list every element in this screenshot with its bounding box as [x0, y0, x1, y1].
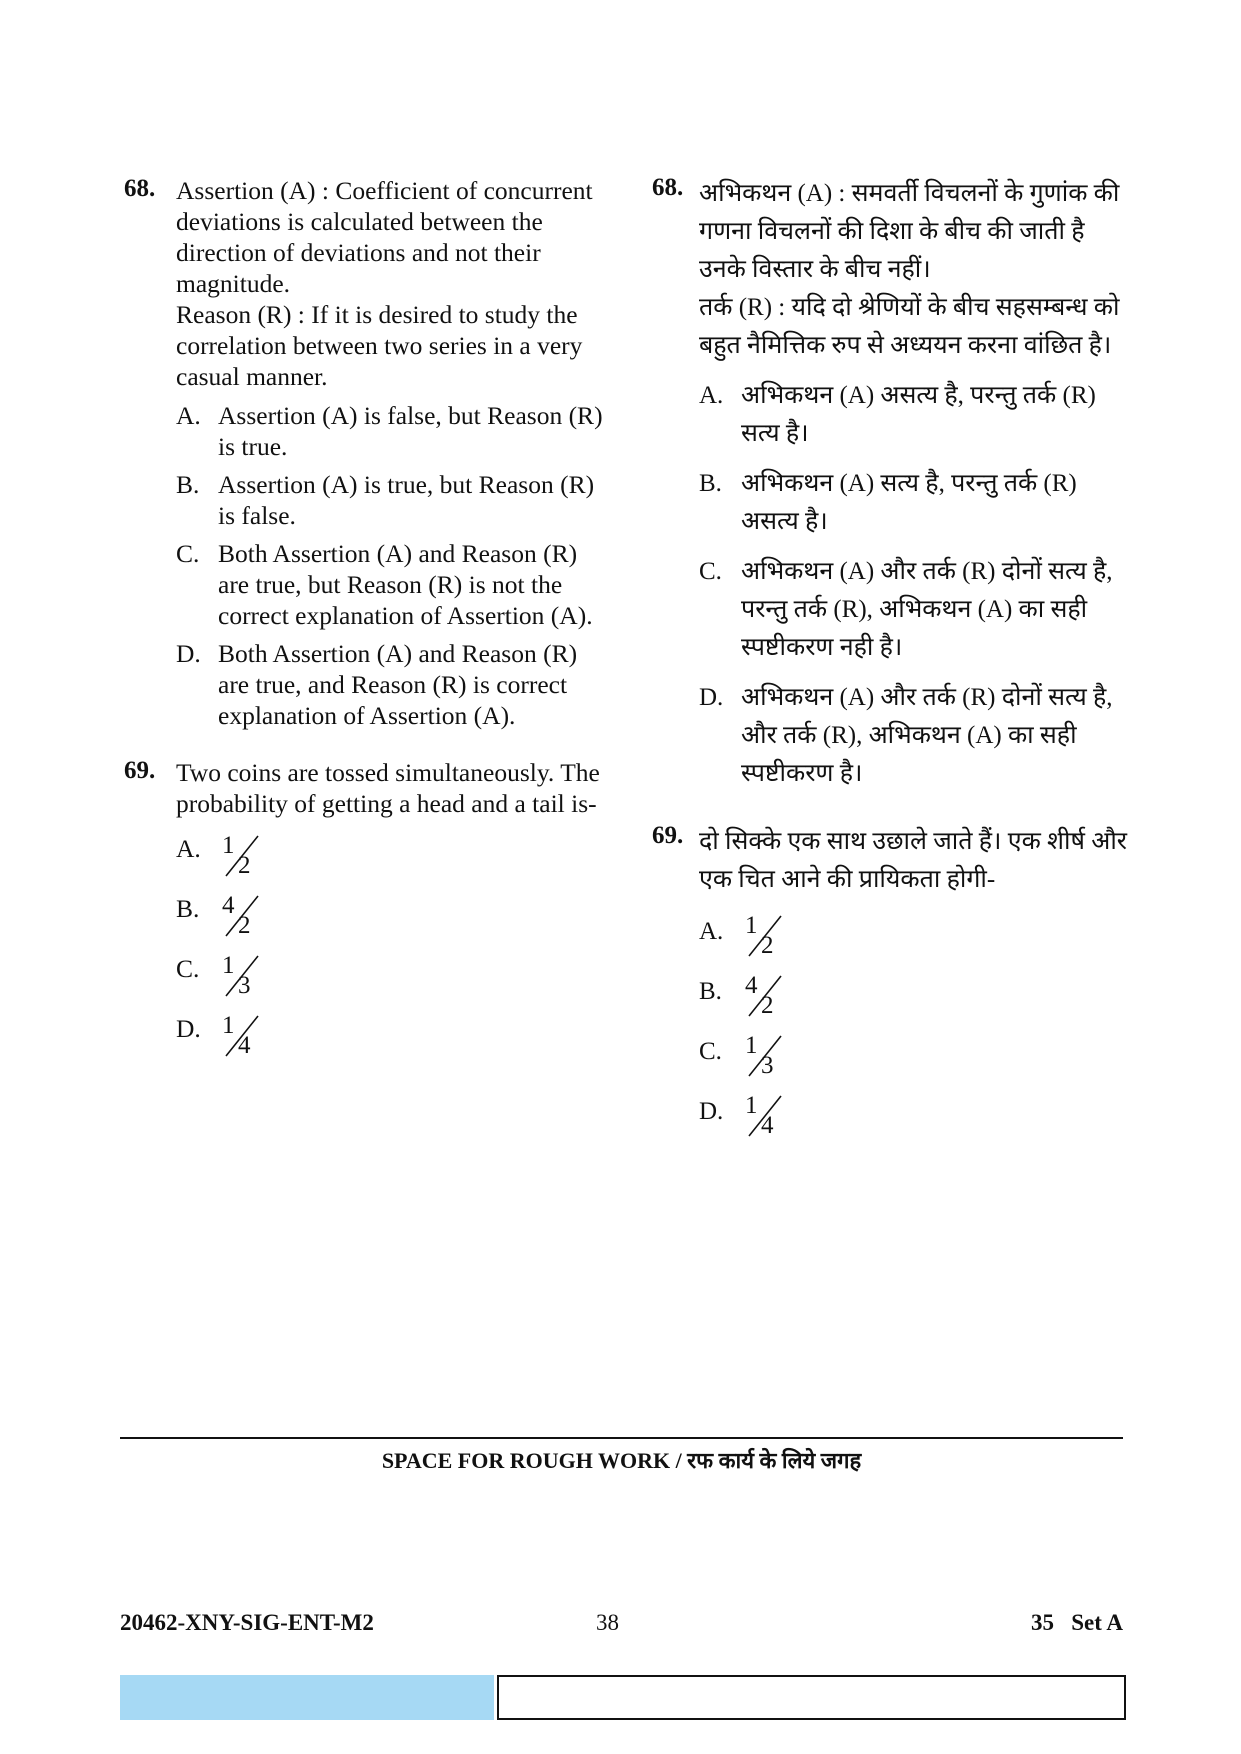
rough-work-divider	[120, 1437, 1123, 1439]
denominator: 4	[238, 1032, 251, 1059]
footer-outline-box	[497, 1675, 1126, 1720]
rough-work-label: SPACE FOR ROUGH WORK / रफ कार्य के लिये जगह	[381, 1448, 862, 1473]
option-letter: A.	[699, 382, 724, 409]
options-list	[176, 833, 614, 1073]
option-letter: C.	[699, 558, 722, 585]
options-list	[699, 377, 1132, 793]
option-b	[699, 973, 1132, 1033]
option-letter: C.	[699, 1038, 722, 1065]
option-a	[699, 913, 1132, 973]
option-c	[176, 953, 614, 1013]
option-d	[699, 1093, 1132, 1153]
option-letter: C.	[176, 954, 200, 983]
option-letter: C.	[176, 539, 200, 568]
option-text: Both Assertion (A) and Reason (R) are true, but Reason (R) is not the correct explanation of Assertion (A).	[218, 539, 593, 630]
option-text: Both Assertion (A) and Reason (R) are true, and Reason (R) is correct explanation of Assertion (A).	[218, 639, 578, 730]
numerator: 4	[745, 972, 758, 999]
fraction	[220, 831, 260, 879]
option-a	[176, 400, 614, 462]
numerator: 1	[745, 912, 758, 939]
question-68-en	[124, 175, 614, 731]
option-a	[176, 833, 614, 893]
denominator: 2	[238, 852, 251, 879]
fraction	[743, 971, 783, 1019]
footer-blue-bar	[120, 1675, 494, 1720]
denominator: 2	[761, 932, 774, 959]
denominator: 2	[761, 992, 774, 1019]
question-text: दो सिक्के एक साथ उछाले जाते हैं। एक शीर्ष और एक चित आने की प्रायिकता होगी-	[699, 828, 1128, 893]
english-column	[124, 175, 614, 1073]
option-d	[176, 1013, 614, 1073]
question-69-en	[124, 757, 614, 1073]
option-letter: A.	[176, 834, 201, 863]
assertion-text: Assertion (A) : Coefficient of concurrent deviations is calculated between the direction of deviations and not their magnitude.	[176, 176, 593, 298]
page-number: 38	[596, 1610, 619, 1635]
fraction	[743, 911, 783, 959]
option-letter: A.	[699, 918, 724, 945]
option-letter: B.	[699, 470, 722, 497]
question-68-hi	[652, 175, 1132, 793]
hindi-column	[652, 175, 1132, 1153]
option-c	[699, 1033, 1132, 1093]
option-b	[176, 469, 614, 531]
fraction	[220, 891, 260, 939]
option-c	[176, 538, 614, 631]
option-d	[176, 638, 614, 731]
fraction	[220, 951, 260, 999]
fraction	[743, 1091, 783, 1139]
option-letter: D.	[176, 639, 201, 668]
option-letter: D.	[176, 1014, 201, 1043]
numerator: 1	[222, 952, 235, 979]
question-text: Two coins are tossed simultaneously. The probability of getting a head and a tail is-	[176, 758, 600, 818]
set-label: 35 Set A	[1031, 1610, 1123, 1635]
option-b	[699, 465, 1132, 541]
option-text: Assertion (A) is true, but Reason (R) is false.	[218, 470, 595, 530]
option-c	[699, 553, 1132, 667]
assertion-text: अभिकथन (A) : समवर्ती विचलनों के गुणांक की गणना विचलनों की दिशा के बीच की जाती है उनके विस्तार के बीच नहीं।	[699, 180, 1120, 283]
option-text: Assertion (A) is false, but Reason (R) is true.	[218, 401, 603, 461]
option-letter: B.	[176, 894, 200, 923]
fraction	[743, 1031, 783, 1079]
option-letter: A.	[176, 401, 201, 430]
option-text: अभिकथन (A) और तर्क (R) दोनों सत्य है, परन्तु तर्क (R), अभिकथन (A) का सही स्पष्टीकरण नही है।	[741, 558, 1113, 661]
option-text: अभिकथन (A) असत्य है, परन्तु तर्क (R) सत्य है।	[741, 382, 1096, 447]
question-number: 69.	[652, 822, 684, 849]
denominator: 3	[761, 1052, 774, 1079]
denominator: 2	[238, 912, 251, 939]
denominator: 3	[238, 972, 251, 999]
numerator: 1	[745, 1092, 758, 1119]
question-number: 68.	[124, 175, 156, 202]
option-text: अभिकथन (A) और तर्क (R) दोनों सत्य है, और तर्क (R), अभिकथन (A) का सही स्पष्टीकरण है।	[741, 684, 1113, 787]
option-b	[176, 893, 614, 953]
question-number: 68.	[652, 174, 684, 201]
options-list	[699, 913, 1132, 1153]
question-number: 69.	[124, 757, 156, 784]
numerator: 1	[222, 832, 235, 859]
option-a	[699, 377, 1132, 453]
option-letter: B.	[699, 978, 722, 1005]
reason-text: Reason (R) : If it is desired to study the correlation between two series in a very casual manner.	[176, 300, 583, 391]
numerator: 1	[745, 1032, 758, 1059]
numerator: 4	[222, 892, 235, 919]
fraction	[220, 1011, 260, 1059]
options-list	[176, 400, 614, 731]
option-letter: B.	[176, 470, 200, 499]
option-text: अभिकथन (A) सत्य है, परन्तु तर्क (R) असत्य है।	[741, 470, 1077, 535]
paper-code: 20462-XNY-SIG-ENT-M2	[120, 1610, 374, 1635]
option-letter: D.	[699, 684, 724, 711]
option-letter: D.	[699, 1098, 724, 1125]
option-d	[699, 679, 1132, 793]
denominator: 4	[761, 1112, 774, 1139]
reason-text: तर्क (R) : यदि दो श्रेणियों के बीच सहसम्बन्ध को बहुत नैमित्तिक रुप से अध्ययन करना वांछित है।	[699, 294, 1120, 359]
numerator: 1	[222, 1012, 235, 1039]
question-69-hi	[652, 823, 1132, 1153]
